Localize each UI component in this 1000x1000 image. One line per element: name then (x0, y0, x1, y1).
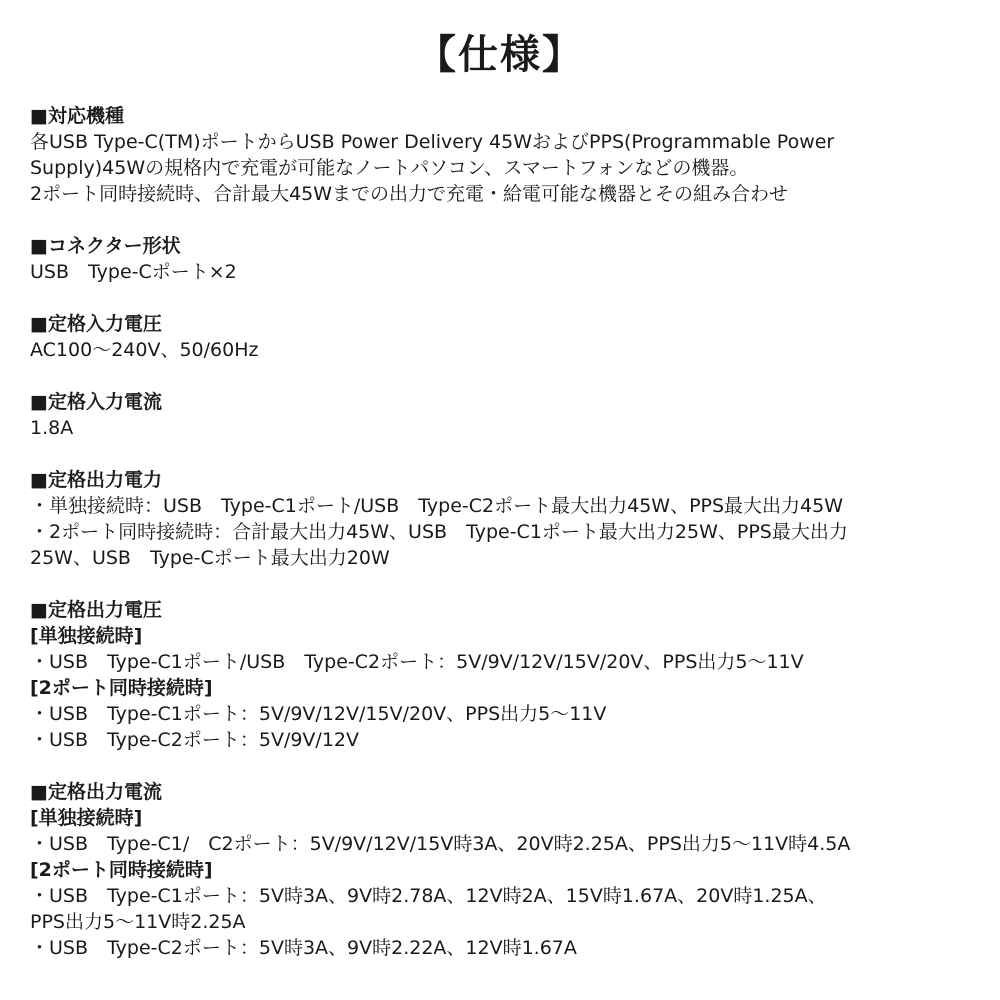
spec-line: 1.8A (30, 417, 74, 439)
spec-line: ・単独接続時：USB Type-C1ポート/USB Type-C2ポート最大出力45W、PPS最大出力45W (30, 495, 844, 517)
section-heading: ■対応機種 (30, 105, 124, 127)
spec-line: AC100～240V、50/60Hz (30, 339, 259, 361)
spec-line: ・USB Type-C1ポート：5V/9V/12V/15V/20V、PPS出力5～11V (30, 703, 607, 725)
spec-line: USB Type-Cポート×2 (30, 261, 237, 283)
section-heading: ■定格入力電流 (30, 391, 162, 413)
section-output-voltage (30, 597, 975, 753)
section-output-power (30, 467, 975, 571)
section-heading: ■定格出力電力 (30, 469, 162, 491)
subsection-heading: [単独接続時] (30, 807, 143, 829)
spec-line: ・USB Type-C2ポート：5V/9V/12V (30, 729, 360, 751)
spec-content (30, 103, 975, 961)
spec-line: ・USB Type-C2ポート：5V時3A、9V時2.22A、12V時1.67A (30, 937, 577, 959)
section-heading: ■コネクター形状 (30, 235, 181, 257)
section-heading: ■定格入力電圧 (30, 313, 162, 335)
section-input-current (30, 389, 975, 441)
spec-line: ・USB Type-C1ポート/USB Type-C2ポート：5V/9V/12V/15V/20V、PPS出力5～11V (30, 651, 804, 673)
section-compatible-devices (30, 103, 975, 207)
spec-line: ・2ポート同時接続時：合計最大出力45W、USB Type-C1ポート最大出力25W、PPS最大出力 (30, 521, 848, 543)
subsection-heading: [2ポート同時接続時] (30, 677, 213, 699)
subsection-heading: [2ポート同時接続時] (30, 859, 213, 881)
section-output-current (30, 779, 975, 961)
spec-line: ・USB Type-C1/ C2ポート：5V/9V/12V/15V時3A、20V時2.25A、PPS出力5～11V時4.5A (30, 833, 851, 855)
page-title: 【仕様】 (416, 32, 584, 78)
spec-line: Supply)45Wの規格内で充電が可能なノートパソコン、スマートフォンなどの機器。 (30, 157, 749, 179)
spec-line: PPS出力5～11V時2.25A (30, 911, 246, 933)
section-heading: ■定格出力電圧 (30, 599, 162, 621)
spec-line: ・USB Type-C1ポート：5V時3A、9V時2.78A、12V時2A、15V時1.67A、20V時1.25A、 (30, 885, 827, 907)
subsection-heading: [単独接続時] (30, 625, 143, 647)
spec-line: 2ポート同時接続時、合計最大45Wまでの出力で充電・給電可能な機器とその組み合わせ (30, 183, 789, 205)
section-connector (30, 233, 975, 285)
section-heading: ■定格出力電流 (30, 781, 162, 803)
spec-line: 25W、USB Type-Cポート最大出力20W (30, 547, 390, 569)
section-input-voltage (30, 311, 975, 363)
spec-line: 各USB Type-C(TM)ポートからUSB Power Delivery 45WおよびPPS(Programmable Power (30, 131, 835, 153)
